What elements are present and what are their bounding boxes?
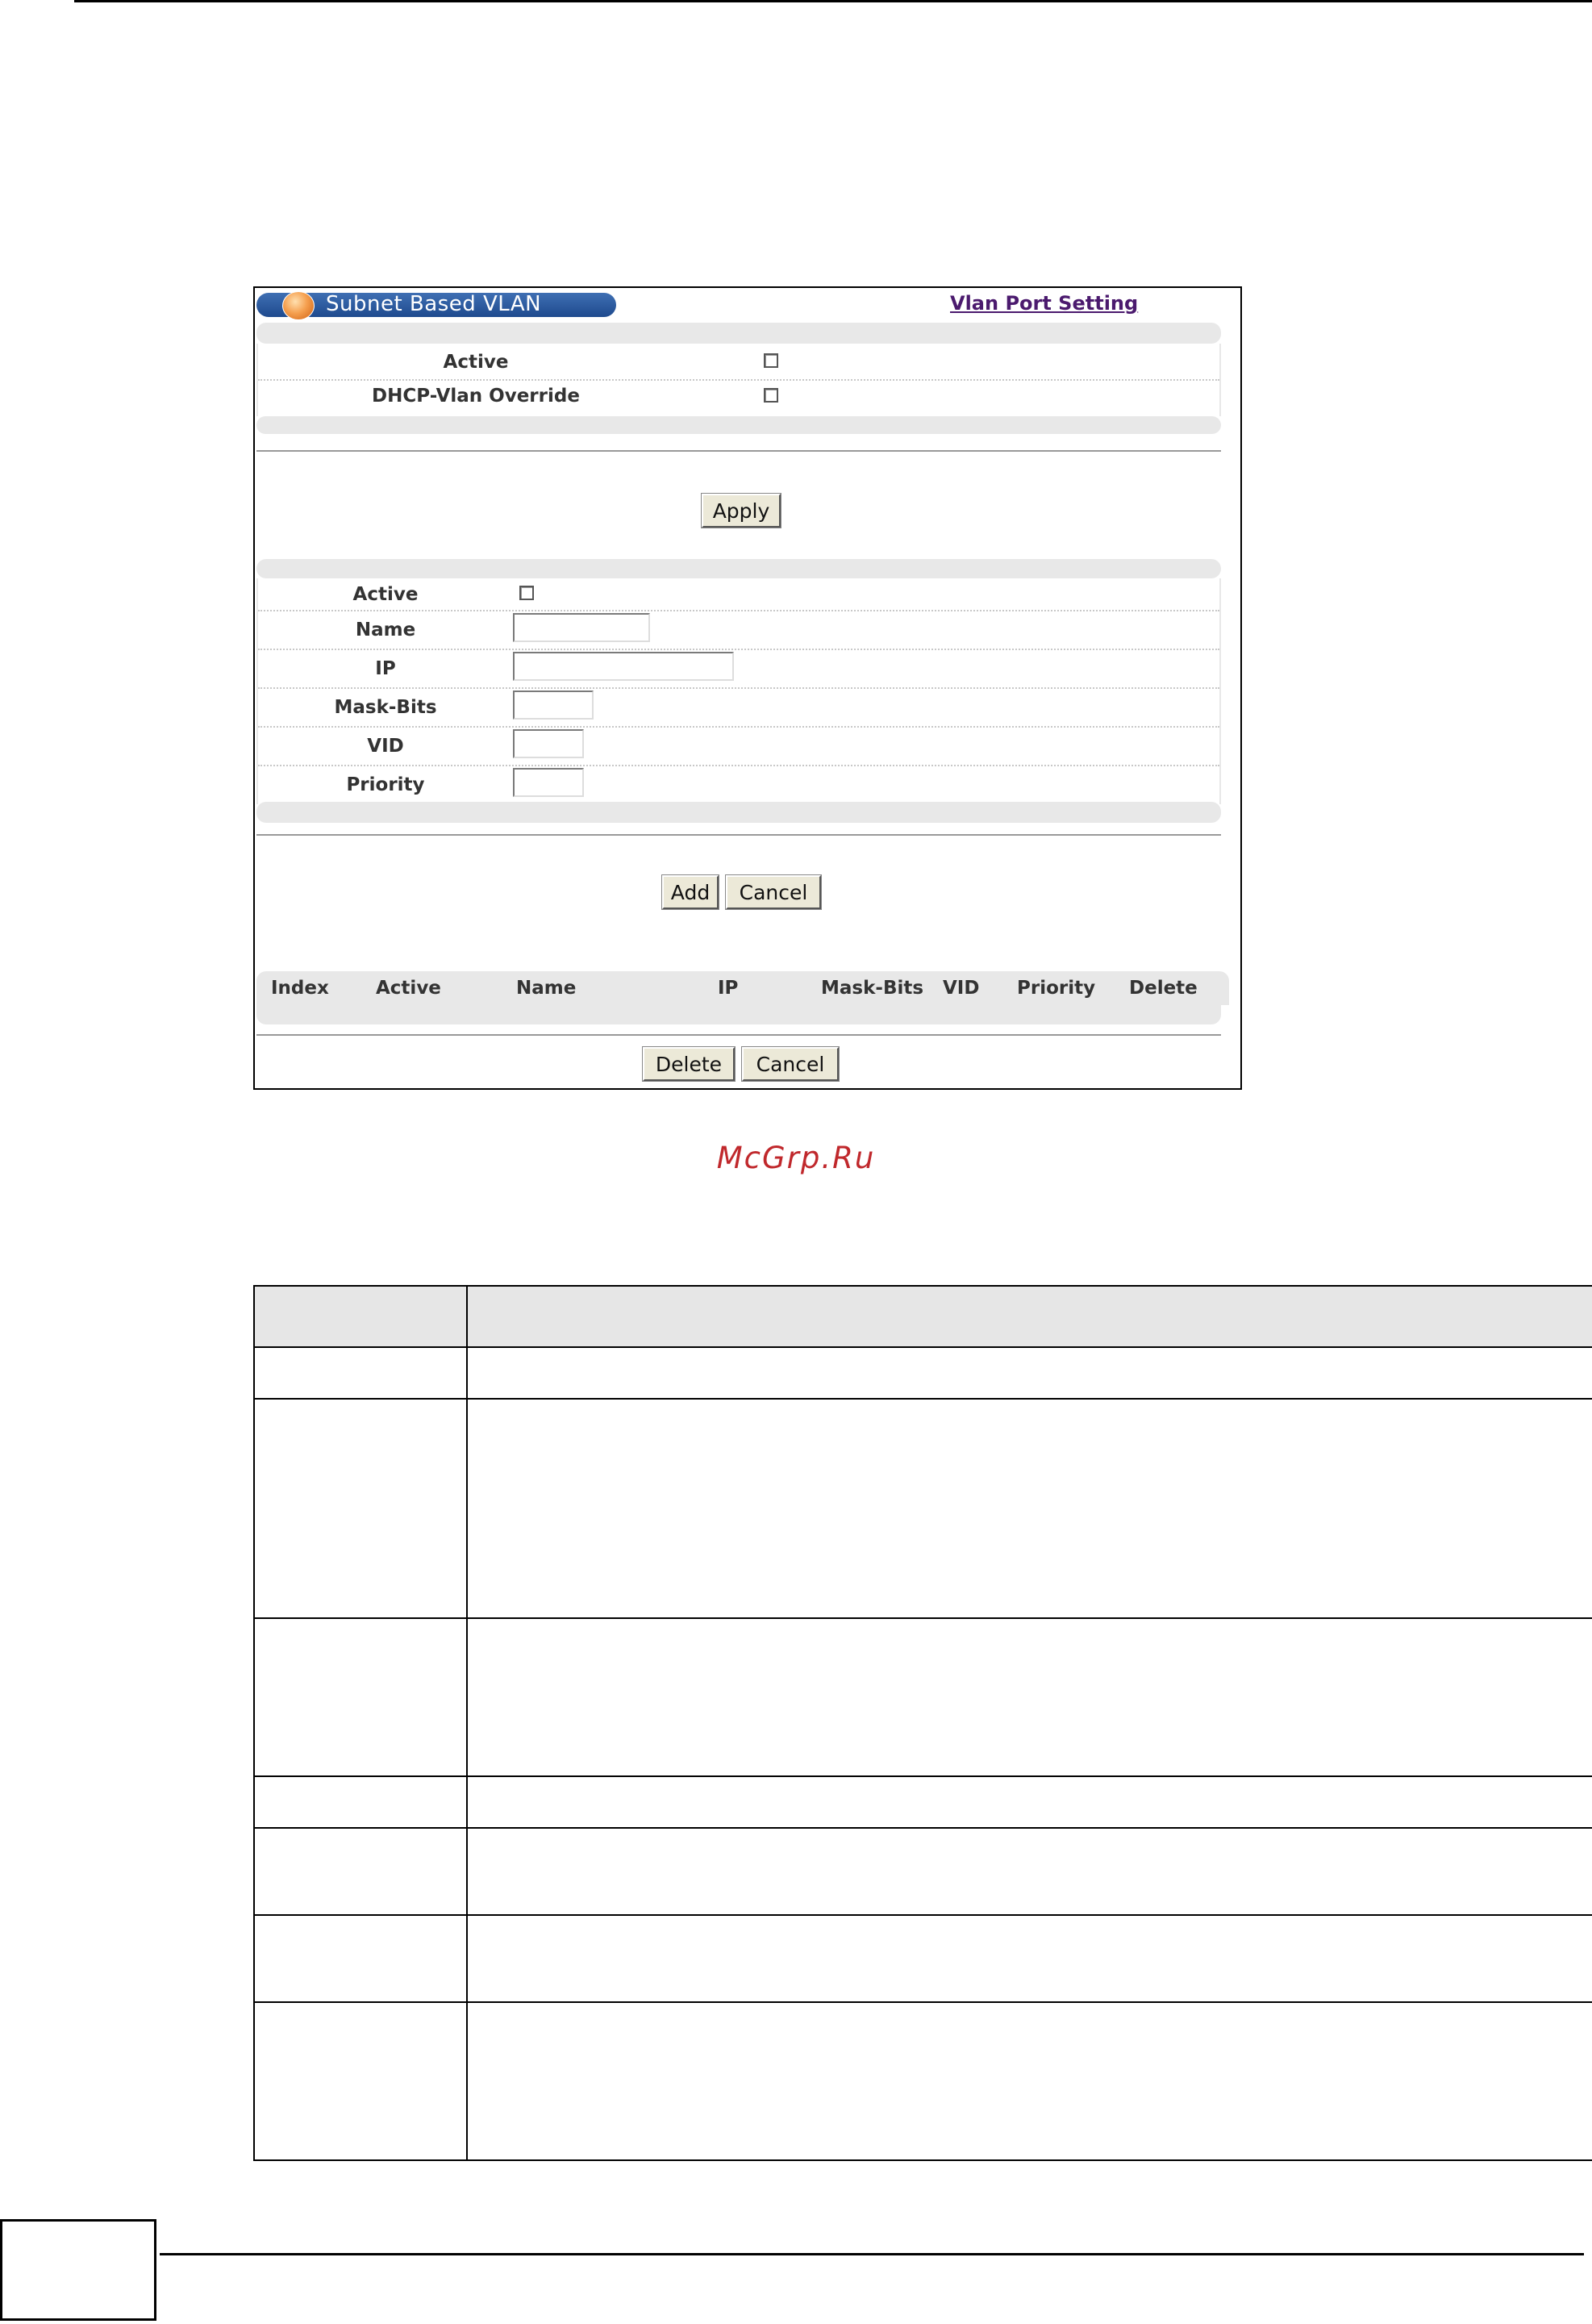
dhcp-vlan-override-checkbox[interactable] <box>764 388 778 403</box>
priority-label: Priority <box>346 774 425 795</box>
col-active: Active <box>376 978 441 999</box>
form-panel-bottom-cap <box>256 802 1221 823</box>
ip-label: IP <box>375 658 396 679</box>
entry-active-checkbox[interactable] <box>519 586 534 600</box>
table-cell <box>254 2002 467 2160</box>
ip-input[interactable] <box>513 652 734 681</box>
table-cell <box>467 1347 1592 1399</box>
table-row <box>254 1399 1592 1618</box>
page-title: Subnet Based VLAN <box>326 292 542 316</box>
description-table <box>253 1285 1592 2161</box>
cancel-button[interactable]: Cancel <box>726 875 821 909</box>
mask-bits-label: Mask-Bits <box>334 697 437 718</box>
table-row <box>254 1828 1592 1915</box>
cancel-delete-button[interactable]: Cancel <box>742 1047 839 1081</box>
col-priority: Priority <box>1017 978 1096 999</box>
vid-input[interactable] <box>513 729 584 758</box>
table-cell <box>467 1618 1592 1776</box>
table-cell <box>254 1286 467 1347</box>
col-ip: IP <box>718 978 739 999</box>
table-row <box>254 2002 1592 2160</box>
table-cell <box>467 1286 1592 1347</box>
row-divider <box>258 765 1219 766</box>
divider <box>256 450 1221 452</box>
table-header-row <box>254 1286 1592 1347</box>
entry-form-panel <box>256 578 1221 804</box>
mask-bits-input[interactable] <box>513 691 594 720</box>
page-number-box <box>0 2219 156 2321</box>
summary-table-footer-cap <box>256 1005 1221 1024</box>
form-panel-top-cap <box>256 559 1221 578</box>
table-row <box>254 1347 1592 1399</box>
panel-top-cap <box>256 323 1221 344</box>
table-cell <box>467 1776 1592 1828</box>
active-checkbox[interactable] <box>764 353 778 368</box>
row-divider <box>258 687 1219 689</box>
divider <box>256 834 1221 836</box>
table-cell <box>254 1618 467 1776</box>
col-delete: Delete <box>1129 978 1198 999</box>
col-mask-bits: Mask-Bits <box>821 978 924 999</box>
col-name: Name <box>516 978 577 999</box>
add-button[interactable]: Add <box>662 875 719 909</box>
page-top-rule <box>74 0 1592 2</box>
orb-icon <box>282 291 315 320</box>
col-index: Index <box>271 978 329 999</box>
row-divider <box>258 649 1219 650</box>
vlan-port-setting-link[interactable]: Vlan Port Setting <box>950 292 1139 315</box>
divider <box>256 1034 1221 1036</box>
table-cell <box>254 1828 467 1915</box>
table-cell <box>254 1915 467 2002</box>
row-divider <box>258 610 1219 611</box>
col-vid: VID <box>943 978 980 999</box>
delete-button[interactable]: Delete <box>643 1047 735 1081</box>
name-label: Name <box>355 620 416 640</box>
entry-active-label: Active <box>352 584 419 605</box>
table-cell <box>254 1776 467 1828</box>
table-cell <box>254 1347 467 1399</box>
table-row <box>254 1618 1592 1776</box>
priority-input[interactable] <box>513 768 584 797</box>
active-label: Active <box>443 352 509 373</box>
footer-rule <box>160 2253 1584 2255</box>
table-row <box>254 1776 1592 1828</box>
watermark: McGrp.Ru <box>716 1141 876 1175</box>
table-cell <box>467 1915 1592 2002</box>
name-input[interactable] <box>513 613 650 642</box>
vid-label: VID <box>367 736 404 757</box>
table-cell <box>467 2002 1592 2160</box>
dhcp-vlan-override-label: DHCP-Vlan Override <box>372 386 580 407</box>
table-cell <box>467 1828 1592 1915</box>
row-divider <box>258 379 1219 381</box>
row-divider <box>258 726 1219 728</box>
table-cell <box>254 1399 467 1618</box>
panel-bottom-cap <box>256 416 1221 434</box>
apply-button[interactable]: Apply <box>702 494 781 528</box>
table-cell <box>467 1399 1592 1618</box>
table-row <box>254 1915 1592 2002</box>
